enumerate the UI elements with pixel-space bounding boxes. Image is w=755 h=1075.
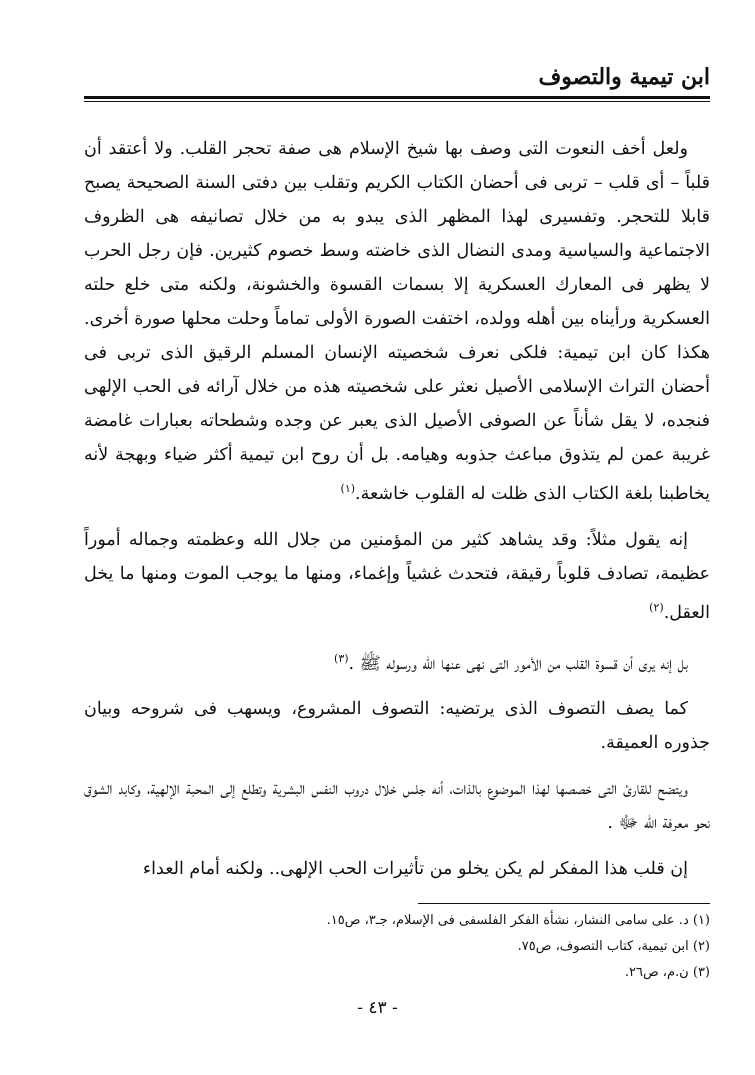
paragraph xyxy=(84,772,710,840)
paragraph-text: ويتضح للقارئ التى خصصها لهذا الموضوع بالذات، أنه جلس خلال دروب النفس البشرية وتطلع إلى المحبة الإلهية، وكابد الشوق نحو معرفة الله ﷻ . xyxy=(84,779,710,834)
paragraph xyxy=(84,852,710,886)
footnote: (٣) ن.م، ص٢٦. xyxy=(624,965,710,980)
paragraph-text: إن قلب هذا المفكر لم يكن يخلو من تأثيرات الحب الإلهى.. ولكنه أمام العداء xyxy=(142,859,688,880)
paragraph-text: بل إنه يرى أن قسوة القلب من الأمور التى نهى عنها الله ورسوله ﷺ . xyxy=(348,653,688,674)
paragraph xyxy=(84,692,710,760)
footnote: (١) د. على سامى النشار، نشأة الفكر الفلسفى فى الإسلام، جـ٣، ص١٥. xyxy=(326,913,710,928)
paragraph-text: كما يصف التصوف الذى يرتضيه: التصوف المشروع، ويسهب فى شروحه وبيان جذوره العميقة. xyxy=(84,699,710,754)
paragraph xyxy=(84,132,710,511)
header-title: ابن تيمية والتصوف xyxy=(538,64,710,90)
header-rule-thin xyxy=(84,101,710,102)
paragraph-text: ولعل أخف النعوت التى وصف بها شيخ الإسلام هى صفة تحجر القلب. ولا أعتقد أن قلباً – أى قلب – تربى فى أحضان الكتاب الكريم وتقلب بين دفتى السنة الصحيحة يصبح قابلا للتحجر. وتفسيرى لهذا المظهر الذى يبدو به من خلال تصانيفه هى الظروف الاجتماعية والسياسية ومدى النضال الذى خاضته وسط خصوم كثيرين. فإن رجل الحرب لا يظهر فى المعارك العسكرية إلا بسمات القسوة والخشونة، ولكنه متى خلع حلته العسكرية ورأيناه بين أهله وولده، اختفت الصورة الأولى تماماً وحلت محلها صورة أخرى. هكذا كان ابن تيمية: فلكى نعرف شخصيته الإنسان المسلم الرقيق الذى تربى فى أحضان التراث الإسلامى الأصيل نعثر على شخصيته هذه من خلال آرائه فى الحب الإلهى فنجده، لا يقل شأناً عن الصوفى الأصيل الذى يعبر عن وجده وشطحاته بعبارات غامضة غريبة عمن لم يتذوق مباعث جذوبه وهيامه. بل أن روح ابن تيمية أكثر ضياء وبهجة لأنه يخاطبنا بلغة الكتاب الذى ظلت له القلوب خاشعة. xyxy=(84,139,710,504)
running-header xyxy=(84,58,710,102)
header-rule-thick xyxy=(84,96,710,99)
footnote-ref: (٣) xyxy=(334,651,349,665)
footnote-ref: (١) xyxy=(340,482,356,495)
main-text xyxy=(84,132,710,898)
footnote: (٢) ابن تيمية، كتاب التصوف، ص٧٥. xyxy=(517,939,710,954)
footnotes xyxy=(84,908,710,986)
paragraph-text: إنه يقول مثلاً: وقد يشاهد كثير من المؤمنين من جلال الله وعظمته وجماله أموراً عظيمة، تصادف قلوباً رقيقة، فتحدث غشياً وإغماء، ومنها ما يوجب الموت ومنها ما يخل العقل. xyxy=(84,529,710,623)
paragraph xyxy=(84,642,710,681)
page-number: - ٤٣ - xyxy=(357,998,398,1018)
paragraph xyxy=(84,523,710,630)
footnote-separator xyxy=(418,903,710,904)
footnote-ref: (٢) xyxy=(649,600,664,614)
